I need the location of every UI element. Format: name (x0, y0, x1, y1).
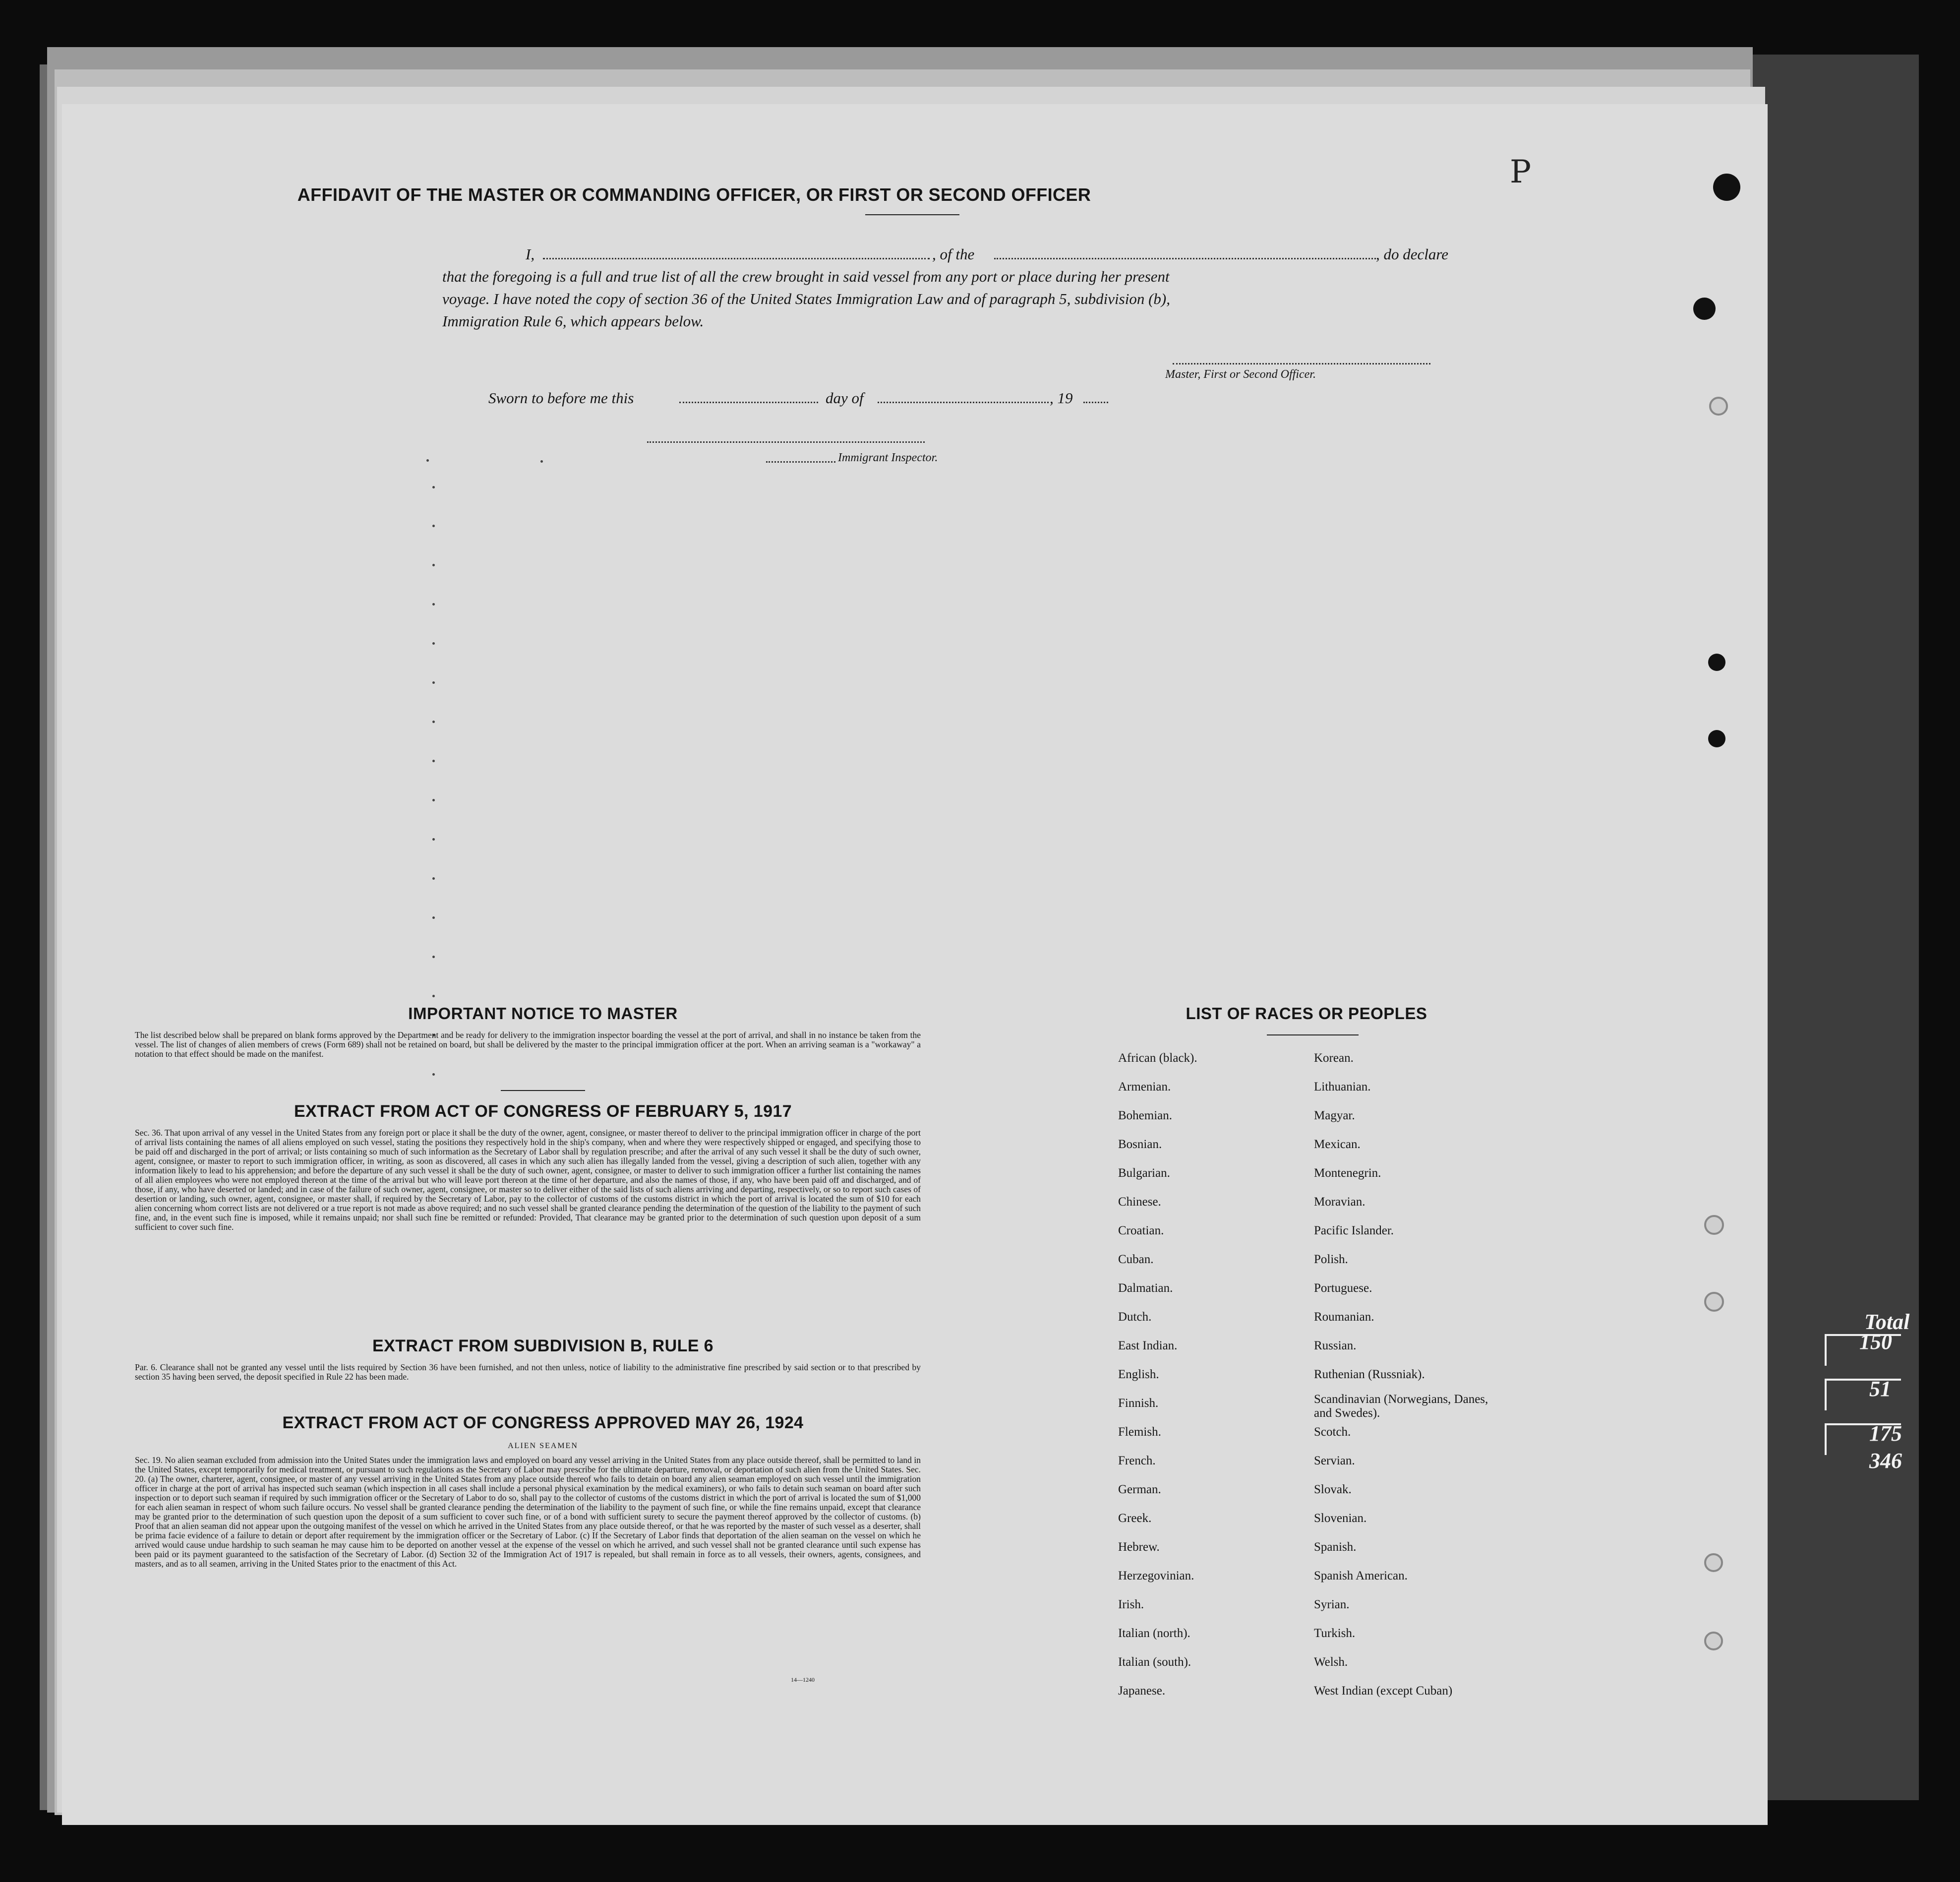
vessel-blank[interactable] (994, 258, 1376, 259)
binder-hole (1708, 730, 1725, 747)
notice-text: The list described below shall be prepared on blank forms approved by the Department and be ready for delivery to the immigration inspector boarding the vessel at the port of arrival, and shall in no instance be taken from the vessel. The list of changes of alien members of crews (Form 689) shall not be retained on board, but shall be delivered by the master to the principal immigration officer at the port. When an arriving seaman is a "workaway" a notation to that effect should be made on the manifest. (135, 1030, 921, 1059)
row-tick (432, 995, 435, 997)
margin-value: 150 (1859, 1330, 1892, 1354)
section-rule (501, 1090, 585, 1091)
row-tick (432, 486, 435, 488)
row-tick (432, 838, 435, 841)
race-item: Syrian. (1314, 1598, 1350, 1611)
inspector-label: Immigrant Inspector. (838, 451, 938, 464)
race-item: East Indian. (1118, 1339, 1178, 1352)
affidavit-line3: voyage. I have noted the copy of section 36 of the United States Immigration Law and of paragraph 5, subdivision (b), (442, 290, 1170, 307)
race-item: Hebrew. (1118, 1540, 1160, 1554)
affidavit-title: AFFIDAVIT OF THE MASTER OR COMMANDING OFFICER, OR FIRST OR SECOND OFFICER (297, 184, 1091, 205)
race-item: Lithuanian. (1314, 1080, 1371, 1093)
row-tick (432, 525, 435, 527)
row-tick (426, 459, 429, 462)
sworn-day-of: day of (826, 389, 864, 407)
races-rule (1267, 1034, 1359, 1035)
race-item: German. (1118, 1483, 1161, 1496)
race-item: Magyar. (1314, 1109, 1355, 1122)
row-tick (432, 877, 435, 880)
binder-hole (1704, 1632, 1723, 1650)
row-tick (432, 603, 435, 606)
row-tick (432, 681, 435, 684)
affidavit-line2: that the foregoing is a full and true list of all the crew brought in said vessel from any port or place during her present (442, 268, 1170, 285)
race-item: Moravian. (1314, 1195, 1366, 1209)
affidavit-of-the: , of the (932, 245, 975, 263)
binder-hole (1708, 654, 1725, 671)
race-item: Pacific Islander. (1314, 1224, 1394, 1237)
race-item: Croatian. (1118, 1224, 1164, 1237)
race-item: Flemish. (1118, 1425, 1161, 1439)
binder-hole (1704, 1292, 1724, 1312)
race-item: Russian. (1314, 1339, 1357, 1352)
sworn-month-blank[interactable] (878, 402, 1049, 403)
affidavit-i: I, (526, 245, 535, 263)
name-blank[interactable] (543, 258, 930, 259)
margin-value: 346 (1869, 1449, 1902, 1473)
race-item: Herzegovinian. (1118, 1569, 1194, 1582)
row-tick (540, 460, 543, 463)
sworn-text: Sworn to before me this (488, 389, 634, 407)
race-item: Japanese. (1118, 1684, 1166, 1698)
race-item: Finnish. (1118, 1396, 1159, 1410)
row-tick (432, 916, 435, 919)
manifest-page (62, 104, 1768, 1825)
race-item: Dalmatian. (1118, 1281, 1173, 1295)
race-item: Portuguese. (1314, 1281, 1372, 1295)
master-signature-blank[interactable] (1173, 363, 1430, 364)
race-item: Turkish. (1314, 1627, 1356, 1640)
sworn-day-blank[interactable] (679, 402, 818, 403)
sworn-year-blank[interactable] (1083, 402, 1108, 403)
race-item: West Indian (except Cuban) (1314, 1684, 1453, 1698)
race-item: Scotch. (1314, 1425, 1351, 1439)
inspector-blank-short (766, 461, 835, 463)
race-item: Korean. (1314, 1051, 1354, 1065)
race-item: Mexican. (1314, 1138, 1361, 1151)
race-item: Greek. (1118, 1512, 1152, 1525)
master-label: Master, First or Second Officer. (1165, 368, 1316, 381)
race-item: African (black). (1118, 1051, 1197, 1065)
races-title: LIST OF RACES OR PEOPLES (1186, 1004, 1427, 1023)
race-item: Italian (north). (1118, 1627, 1190, 1640)
extract-1917-title: EXTRACT FROM ACT OF CONGRESS OF FEBRUARY 5, 1917 (294, 1102, 792, 1121)
affidavit-line4: Immigration Rule 6, which appears below. (442, 312, 704, 330)
race-item: Cuban. (1118, 1253, 1154, 1266)
row-tick (432, 799, 435, 801)
race-item: Bulgarian. (1118, 1166, 1170, 1180)
row-tick (432, 956, 435, 958)
binder-hole (1704, 1553, 1723, 1572)
row-tick (432, 564, 435, 566)
race-item: Irish. (1118, 1598, 1144, 1611)
race-item: Spanish American. (1314, 1569, 1408, 1582)
race-item: Servian. (1314, 1454, 1355, 1467)
binder-hole (1704, 1215, 1724, 1235)
race-item: English. (1118, 1368, 1159, 1381)
race-item: French. (1118, 1454, 1156, 1467)
race-item: Polish. (1314, 1253, 1348, 1266)
race-item: Welsh. (1314, 1655, 1348, 1669)
race-item: Roumanian. (1314, 1310, 1374, 1324)
alien-seamen-subhead: ALIEN SEAMEN (508, 1442, 578, 1450)
extract-rule6-title: EXTRACT FROM SUBDIVISION B, RULE 6 (372, 1336, 713, 1355)
sworn-year: , 19 (1050, 389, 1073, 407)
race-item: Scandinavian (Norwegians, Danes, and Swedes). (1314, 1393, 1488, 1420)
affidavit-declare: , do declare (1376, 245, 1449, 263)
extract-1924-text: Sec. 19. No alien seaman excluded from admission into the United States under the immigration laws and employed on board any vessel arriving in the United States from any place outside thereof, shall be permitted to land in the United States, except temporarily for medical treatment, or pursuant to such regulations as the Secretary of Labor may prescribe for the ultimate departure, removal, or deportation of such alien from the United States. Sec. 20. (a) The owner, charterer, agent, consignee, or master of any vessel arriving in the United States from any place outside thereof who fails to detain on board any alien seaman employed on such vessel until the immigration officer in charge at the port of arrival has inspected such seaman (which inspection in all cases shall include a personal physical examination by the medical examiners), or who fails to detain such seaman on board after such inspection or to deport such seaman if required by such immigration officer or the Secretary of Labor to do so, shall pay to the collector of customs of the customs district in which the port of arrival is located the sum of $1,000 for each alien seaman in respect of whom such failure occurs. No vessel shall be granted clearance pending the determination of the liability to the payment of such fine, or while the fine remains unpaid, except that clearance may be granted prior to the determination of such question upon the deposit of a sum sufficient to cover such fine, or of a bond with sufficient surety to secure the payment thereof approved by the collector of customs. (b) Proof that an alien seaman did not appear upon the outgoing manifest of the vessel on which he arrived in the United States from any place outside thereof, or that he was reported by the master of such vessel as a deserter, shall be prima facie evidence of a failure to detain or deport after requirement by the immigration officer or the Secretary of Labor. (c) If the Secretary of Labor finds that deportation of the alien seaman on the vessel on which he arrived would cause undue hardship to such seaman he may cause him to be deported on another vessel at the expense of the vessel on which he arrived, and such vessel shall not be granted clearance until such expense has been paid or its payment guaranteed to the satisfaction of the Secretary of Labor. (d) Section 32 of the Immigration Act of 1917 is repealed, but shall remain in force as to all vessels, their owners, agents, consignees, and masters, and as to all seamen, arriving in the United States prior to the enactment of this Act. (135, 1455, 921, 1569)
extract-1917-text: Sec. 36. That upon arrival of any vessel in the United States from any foreign port or place it shall be the duty of the owner, agent, consignee, or master thereof to deliver to the principal immigration officer in charge of the port of arrival lists containing the names of all aliens employed on such vessel, stating the positions they respectively hold in the ship's company, when and where they were respectively shipped or engaged, and specifying those to be paid off and discharged in the port of arrival; or lists containing so much of such information as the Secretary of Labor shall by regulation prescribe; and after the arrival of any such vessel it shall be the duty of such owner, agent, consignee, or master to report to such immigration officer, in writing, as soon as discovered, all cases in which any such alien has illegally landed from the vessel, giving a description of such alien, together with any information likely to lead to his apprehension; and before the departure of any such vessel it shall be the duty of such owner, agent, consignee, or master to deliver to such immigration officer a further list containing the names of all alien employees who were not employed thereon at the time of the arrival but who will leave port thereon at the time of her departure, and also the names of those, if any, who have been paid off and discharged, and of those, if any, who have deserted or landed; and in case of the failure of such owner, agent, consignee, or master so to deliver either of the said lists of such aliens arriving and departing, respectively, or so to report such cases of desertion or landing, such owner, agent, consignee, or master shall, if required by the Secretary of Labor, pay to the collector of customs of the customs district in which the port of arrival is located the sum of $10 for each alien concerning whom correct lists are not delivered or a true report is not made as above required; and no such vessel shall be granted clearance pending the determination of the question of the liability to the payment of such fine, and, in the event such fine is imposed, while it remains unpaid; nor shall such fine be remitted or refunded: Provided, That clearance may be granted prior to the determination of such question upon deposit of a sum sufficient to cover such fine. (135, 1128, 921, 1232)
binder-hole (1713, 174, 1740, 201)
row-tick (432, 760, 435, 762)
race-item: Slovak. (1314, 1483, 1352, 1496)
race-item: Ruthenian (Russniak). (1314, 1368, 1425, 1381)
race-item: Spanish. (1314, 1540, 1357, 1554)
race-item: Armenian. (1118, 1080, 1171, 1093)
binder-hole (1709, 397, 1728, 416)
race-item: Chinese. (1118, 1195, 1161, 1209)
race-item: Bohemian. (1118, 1109, 1173, 1122)
margin-value: 175 (1869, 1421, 1902, 1446)
margin-total-label: Total (1864, 1310, 1910, 1334)
row-tick (432, 642, 435, 645)
extract-1924-title: EXTRACT FROM ACT OF CONGRESS APPROVED MAY 26, 1924 (282, 1413, 804, 1432)
race-item: Slovenian. (1314, 1512, 1367, 1525)
punch-mark: P (1510, 154, 1532, 190)
title-rule (865, 214, 959, 215)
race-item: Bosnian. (1118, 1138, 1162, 1151)
race-item: Dutch. (1118, 1310, 1152, 1324)
row-tick (432, 1073, 435, 1076)
notice-title: IMPORTANT NOTICE TO MASTER (408, 1004, 678, 1023)
binder-hole (1693, 298, 1716, 320)
inspector-signature-blank[interactable] (647, 441, 925, 443)
row-tick (432, 721, 435, 723)
extract-rule6-text: Par. 6. Clearance shall not be granted any vessel until the lists required by Section 36 have been furnished, and not then unless, notice of liability to the administrative fine prescribed by said section or to that prescribed by section 35 having been served, the deposit specified in Rule 22 has been made. (135, 1362, 921, 1382)
race-item: Italian (south). (1118, 1655, 1191, 1669)
margin-value: 51 (1869, 1377, 1891, 1401)
form-number: 14—1240 (791, 1676, 815, 1683)
race-item: Montenegrin. (1314, 1166, 1381, 1180)
